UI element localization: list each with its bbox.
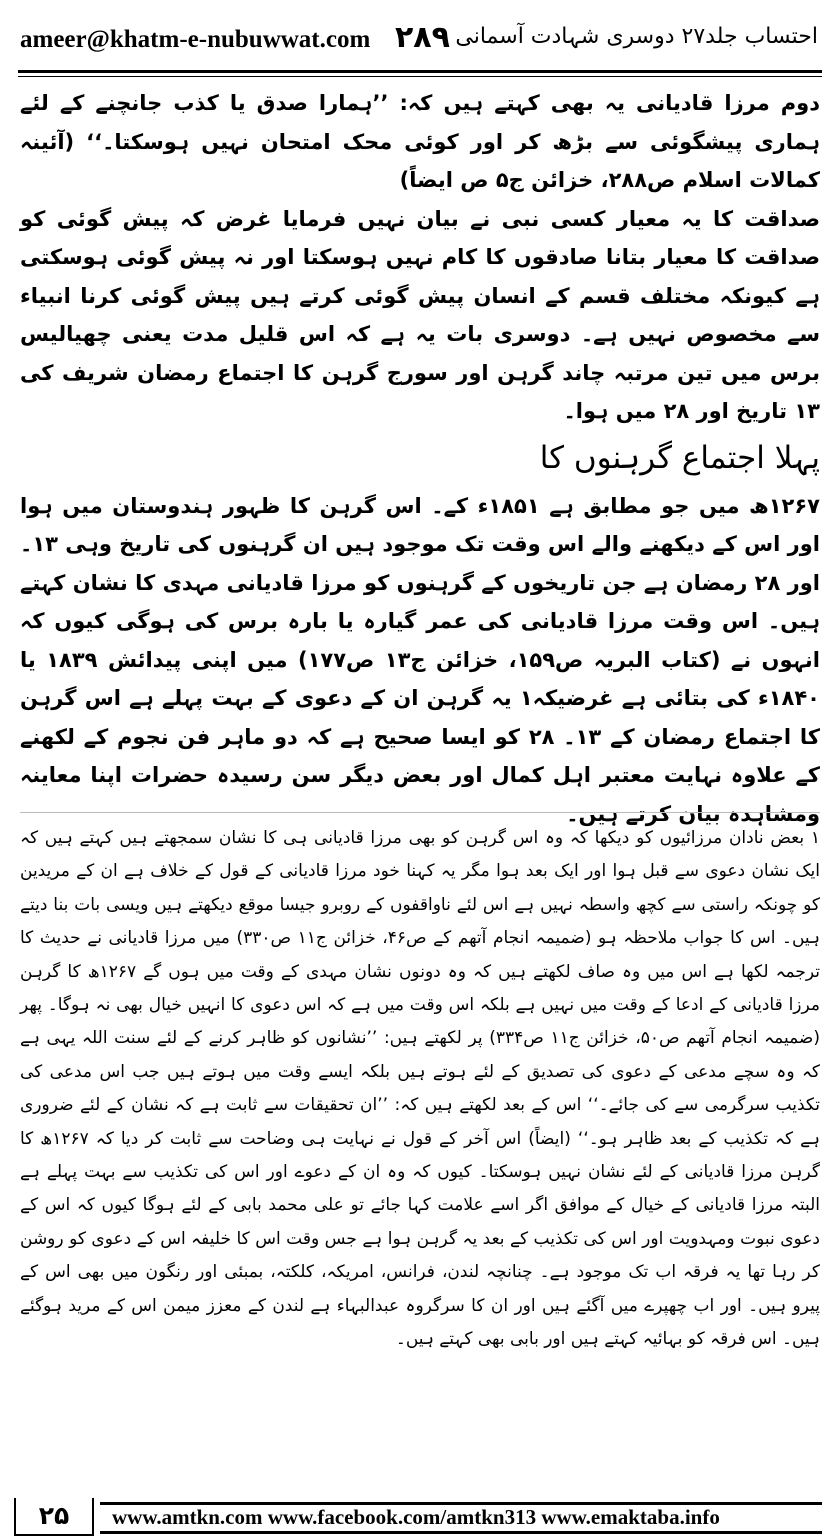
paragraph-2: صداقت کا یہ معیار کسی نبی نے بیان نہیں فرمایا غرض کہ پیش گوئی کو صداقت کا معیار بتانا صادقوں کا کام نہیں ہوسکتا اور نہ پیش گوئی ہوسکتی ہے کیونکہ مختلف قسم کے انسان پیش گوئی کرتے ہیں پیش گوئی کرنا انبیاء سے مخصوص نہیں ہے۔ دوسری بات یہ ہے کہ اس قلیل مدت یعنی چھیالیس برس میں تین مرتبہ چاند گرہن اور سورج گرہن کا اجتماع رمضان شریف کی ۱۳ تاریخ اور ۲۸ میں ہوا۔ [20,206,820,423]
footnote-text: ۱ بعض نادان مرزائیوں کو دیکھا کہ وہ اس گرہن کو بھی مرزا قادیانی ہی کا نشان سمجھتے ہیں کہتے ہیں کہ ایک نشان دعوی سے قبل ہوا اور ایک بعد ہوا مگر یہ کہنا خود مرزا قادیانی کے قول کے خلاف ہے ان کے مریدین کو چونکہ راستی سے کچھ واسطہ نہیں ہے اس لئے ناواقفوں کے روبرو جیسا موقع دیکھتے ہیں ویسی بات بنا دیتے ہیں۔ اس کا جواب ملاحظہ ہو (ضمیمہ انجام آتھم کے ص۴۶، خزائن ج۱۱ ص۳۳۰) میں مرزا قادیانی نے حدیث کا ترجمہ لکھا ہے اس میں وہ صاف لکھتے ہیں کہ وہ دونوں نشان مہدی کے وقت میں ہوں گے ۱۲۶۷ھ کا گرہن مرزا قادیانی کے ادعا کے وقت میں نہیں ہے بلکہ اس وقت میں ہے کہ اس دعوی کا انہیں خیال بھی نہ ہوگا۔ پھر (ضمیمہ انجام آتھم ص۵۰، خزائن ج۱۱ ص۳۳۴) پر لکھتے ہیں: ’’نشانوں کو ظاہر کرنے کے لئے سنت اللہ یہی ہے کہ وہ سچے مدعی کے دعوی کی تصدیق کے لئے ہوتے ہیں بلکہ ایسے وقت میں ہوتے ہیں جب اس مدعی کی تکذیب سرگرمی سے کی جائے۔‘‘ اس کے بعد لکھتے ہیں کہ: ’’ان تحقیقات سے ثابت ہے کہ نشان کے لئے ضروری ہے کہ تکذیب کے بعد ظاہر ہو۔‘‘ (ایضاً) اس آخر کے قول نے نہایت ہی وضاحت سے ثابت کر دیا کہ ۱۲۶۷ھ کا گرہن مرزا قادیانی کے لئے نشان نہیں ہوسکتا۔ کیوں کہ وہ ان کے دعوے اور اس کی تکذیب سے بہت پہلے ہے البتہ مرزا قادیانی کے خیال کے موافق اگر اسے علامت کہا جائے تو علی محمد بابی کے لئے ہوگا کیوں کہ اس کے دعوی نبوت ومہدویت اور اس کی تکذیب کے بعد یہ گرہن ہوا ہے جس وقت اس کا خلیفہ اس کے دعوی کو روشن کر رہا تھا یہ فرقہ اب تک موجود ہے۔ چنانچہ لندن، فرانس، امریکہ، کلکتہ، بمبئی اور رنگون میں بھی اس کے پیرو ہیں۔ اور اب چھپرے میں آگئے ہیں اور ان کا سرگروہ عبدالبہاء ہے لندن کے معزز میمن اس کے مرید ہوگئے ہیں۔ اس فرقہ کو بہائیہ کہتے ہیں اور بابی بھی کہتے ہیں۔ [20,828,821,1350]
footnote [20,822,820,1357]
header-rule [18,70,822,73]
paragraph-1: دوم مرزا قادیانی یہ بھی کہتے ہیں کہ: ’’ہمارا صدق یا کذب جانچنے کے لئے ہماری پیشگوئی سے بڑھ کر اور کوئی محک امتحان نہیں ہوسکتا۔‘‘ (آئینہ کمالات اسلام ص۲۸۸، خزائن ج۵ ص ایضاً) [20,91,820,192]
paragraph-3: ۱۲۶۷ھ میں جو مطابق ہے ۱۸۵۱ء کے۔ اس گرہن کا ظہور ہندوستان میں ہوا اور اس کے دیکھنے والے اس وقت تک موجود ہیں ان گرہنوں کی تاریخ وہی ۱۳۔ اور ۲۸ رمضان ہے جن تاریخوں کے گرہنوں کو مرزا قادیانی مہدی کا نشان کہتے ہیں۔ اس وقت مرزا قادیانی کی عمر گیارہ یا بارہ برس کی ہوگی کیوں کہ انہوں نے (کتاب البریہ ص۱۵۹، خزائن ج۱۳ ص۱۷۷) میں اپنی پیدائش ۱۸۳۹ یا ۱۸۴۰ء کی بتائی ہے غرضیکہ۱ یہ گرہن ان کے دعوی کے بہت پہلے ہے اس گرہن کا اجتماع رمضان کے ۱۳۔ ۲۸ کو ایسا صحیح ہے کہ دو ماہر فن نجوم کے لکھنے کے علاوہ نہایت معتبر اہل کمال اور بعض دیگر سن رسیدہ حضرات اپنا معاینہ ومشاہدہ بیان کرتے ہیں۔ [20,493,820,826]
footer-page-number: ۲۵ [14,1498,94,1536]
main-text [20,84,820,833]
page-footer [0,1498,840,1540]
header-rule-thin [18,76,822,77]
section-heading: پہلا اجتماع گرہنوں کا [539,439,820,476]
header-email: ameer@khatm-e-nubuwwat.com [20,26,371,53]
header-book-title: احتساب جلد۲۷ دوسری شہادت آسمانی [455,24,818,49]
header-page-number: ۲۸۹ [395,20,450,55]
page-header [0,0,840,72]
footnote-divider [20,812,820,813]
footer-urls: www.amtkn.com www.facebook.com/amtkn313 www.emaktaba.info [112,1505,720,1529]
